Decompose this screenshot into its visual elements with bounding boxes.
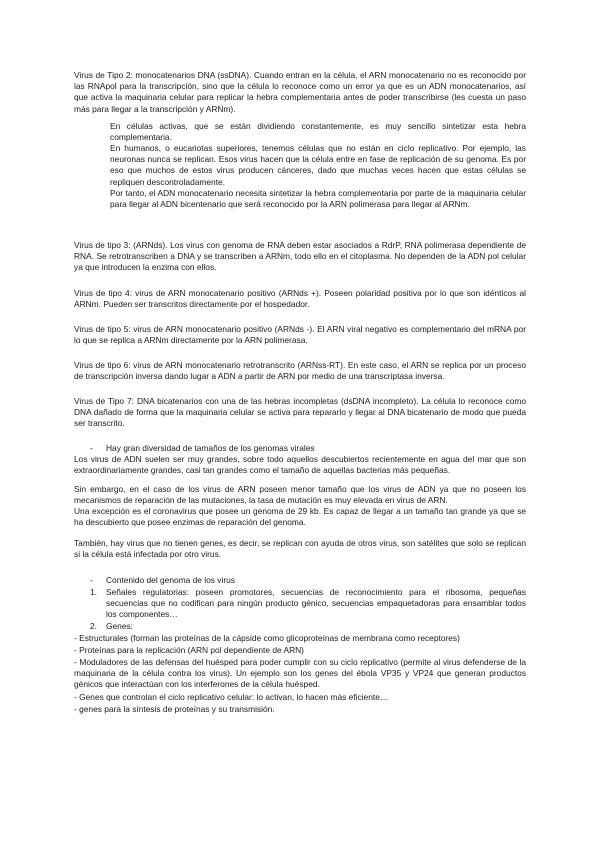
paragraph-virus-type-7: Virus de Tipo 7: DNA bicatenarios con una de las hebras incompletas (dsDNA incompleto). La célula lo reconoce como DNA dañado de forma que la maquinaria celular se activa para repararlo y llegar al DNA bicatenario de modo que pueda ser transcrito. xyxy=(74,396,526,429)
indented-paragraph-active-cells: En células activas, que se están dividiendo constantemente, es muy sencillo sintetizar esta hebra complementaria. xyxy=(110,121,526,143)
paragraph-virus-type-3: Virus de tipo 3: (ARNds). Los virus con genoma de RNA deben estar asociados a RdrP, RNA polimerasa dependiente de RNA. Se retrotranscriben a DNA y se transcriben a ARNm, todo ello en el citoplasma. No dependen de la ADN pol celular ya que introducen la enzima con ellos. xyxy=(74,240,526,273)
paragraph-virus-type-2: Virus de Tipo 2: monocatenarios DNA (ssDNA). Cuando entran en la célula, el ARN monocatenario no es reconocido por las RNApol para la transcripción, sino que la célula lo reconoce como un error ya que es un ADN monocatenarios, así que activa la maquinaria celular para replicar la hebra complementaria antes de poder transcribirse (les cuesta un paso más para llegar a la transcripción y ARNm). xyxy=(74,70,526,114)
bullet-text: Contenido del genoma de los virus xyxy=(106,575,235,585)
indented-paragraph-therefore: Por tanto, el ADN monocatenario necesita sintetizar la hebra complementaria por parte de la maquinaria celular para llegar al ADN bicentenario que será reconocido por la ARN polimerasa para llegar al ARNm. xyxy=(110,188,526,210)
gene-item-replication: - Proteínas para la replicación (ARN pol dependiente de ARN) xyxy=(74,645,304,655)
bullet-text: Hay gran diversidad de tamaños de los genomas virales xyxy=(106,443,315,453)
bullet-marker: - xyxy=(90,443,93,453)
paragraph-rna-virus-size: Sin embargo, en el caso de los virus de ARN poseen menor tamaño que los virus de ADN ya que no poseen los mecanismos de reparación de las mutaciones, la tasa de mutación es muy elevada en virus de ARN. xyxy=(74,484,526,506)
paragraph-dna-virus-size: Los virus de ADN suelen ser muy grandes, sobre todo aquellos descubiertos recientemente en agua del mar que son extraordinariamente grandes, casi tan grandes como el tamaño de aquellas bacterias más pequeñas. xyxy=(74,454,526,476)
list-number: 1. xyxy=(90,587,97,597)
gene-item-host-defense-modulators: - Moduladores de las defensas del huésped para poder cumplir con su ciclo replicativo (permite al virus defenderse de la maquinaria de la célula contra los virus). Un ejemplo son los genes del ébola VP35 y VP24 que generan productos génicos que interactúan con los interferones de la célula huésped. xyxy=(74,657,526,690)
list-item-text: Genes: xyxy=(106,621,134,631)
gene-item-cell-cycle: - Genes que controlan el ciclo replicativo celular: lo activan, lo hacen más eficiente… xyxy=(74,692,389,702)
indented-paragraph-humans: En humanos, o eucariotas superiores, tenemos células que no están en ciclo replicativo. Por ejemplo, las neuronas nunca se replican. Esos virus hacen que la célula entre en fase de replicación de su genoma. Es por eso que muchos de estos virus producen cánceres, dado que muchas veces hacen que estas células se repliquen descontroladamente. xyxy=(110,143,526,187)
numbered-item-regulatory-signals xyxy=(90,587,526,621)
paragraph-virus-type-4: Virus de tipo 4: virus de ARN monocatenario positivo (ARNds +). Poseen polaridad positiva por lo que son idénticos al ARNm. Pueden ser transcritos directamente por el hospedador. xyxy=(74,288,526,310)
paragraph-virus-type-5: Virus de tipo 5: virus de ARN monocatenario positivo (ARNds -). El ARN viral negativo es complementario del mRNA por lo que se replica a ARNm directamente por la ARN polimerasa. xyxy=(74,324,526,346)
bullet-genome-content xyxy=(90,575,526,586)
gene-item-structural: - Estructurales (forman las proteínas de la cápside como glicoproteínas de membrana como receptores) xyxy=(74,633,460,643)
numbered-item-genes xyxy=(90,621,526,632)
bullet-genome-sizes xyxy=(90,443,526,454)
paragraph-satellite-viruses: También, hay virus que no tienen genes, es decir, se replican con ayuda de otros virus, son satélites que solo se replican si la célula está infectada por otro virus. xyxy=(74,538,526,560)
paragraph-coronavirus-exception: Una excepción es el coronavirus que posee un genoma de 29 kb. Es capaz de llegar a un tamaño tan grande ya que se ha descubierto que posee enzimas de reparación del genoma. xyxy=(74,506,526,528)
list-number: 2. xyxy=(90,621,97,631)
bullet-marker: - xyxy=(90,575,93,585)
list-item-text: Señales regulatorias: poseen promotores, secuencias de reconocimiento para el ribosoma, pequeñas secuencias que no codifican para ningún producto génico, secuencias empaquetadoras para ensamblar todos los componentes… xyxy=(106,587,526,620)
gene-item-protein-synthesis: - genes para la síntesis de proteínas y su transmisión. xyxy=(74,704,275,714)
paragraph-virus-type-6: Virus de tipo 6: virus de ARN monocatenario retrotranscrito (ARNss-RT). En este caso, el ARN se replica por un proceso de transcripción inversa dando lugar a ADN a partir de ARN por medio de una transcriptasa inversa. xyxy=(74,360,526,382)
